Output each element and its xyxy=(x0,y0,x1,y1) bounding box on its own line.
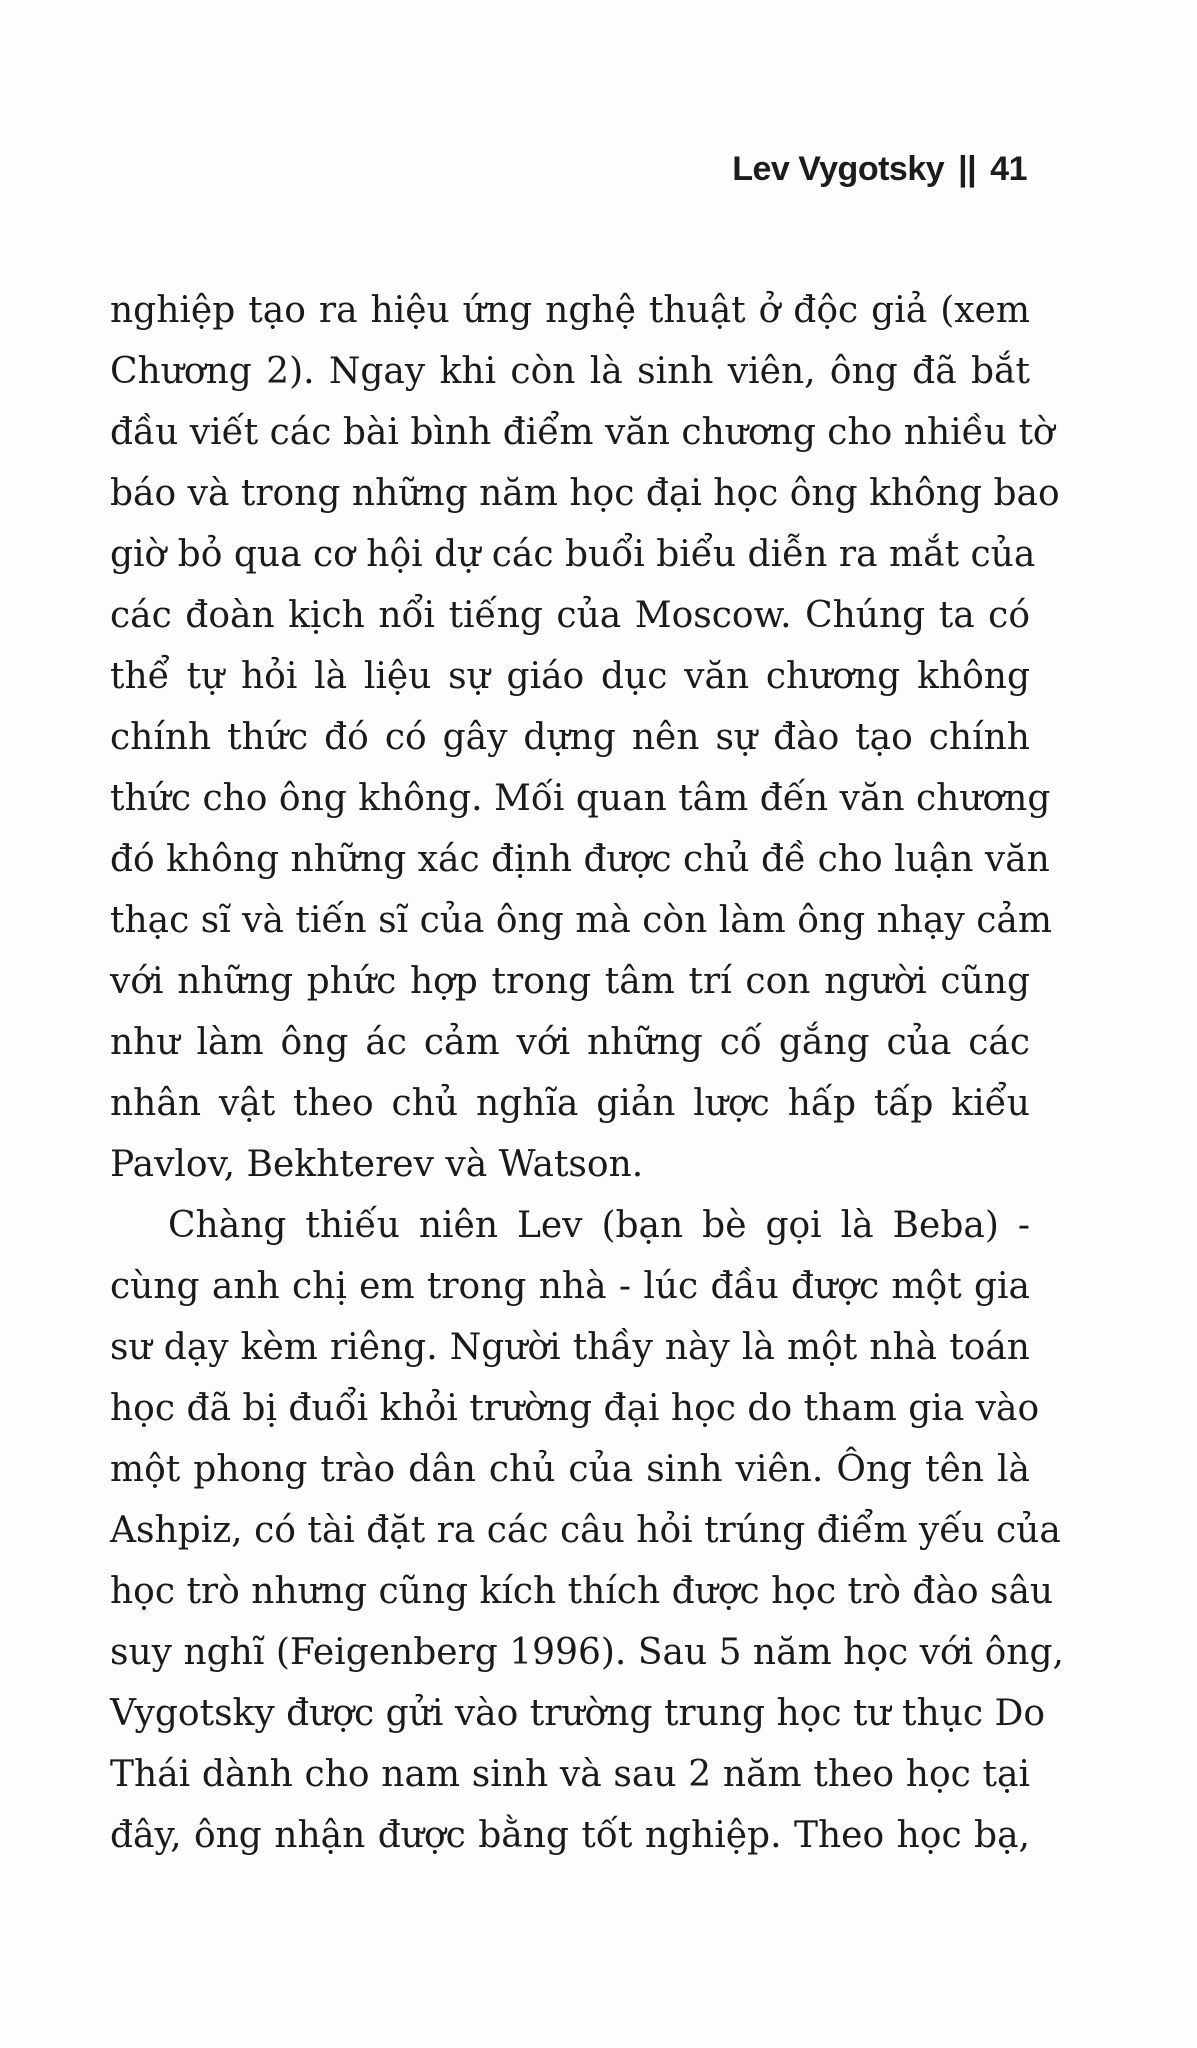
text-line: nhân vật theo chủ nghĩa giản lược hấp tấp kiểu xyxy=(110,1083,1030,1124)
text-line: sư dạy kèm riêng. Người thầy này là một nhà toán xyxy=(110,1327,1030,1368)
text-line: giờ bỏ qua cơ hội dự các buổi biểu diễn ra mắt của xyxy=(110,534,1036,575)
text-line: chính thức đó có gây dựng nên sự đào tạo chính xyxy=(110,717,1030,758)
body-text xyxy=(110,280,1064,1866)
running-header xyxy=(732,150,1027,189)
text-line: đầu viết các bài bình điểm văn chương cho nhiều tờ xyxy=(110,412,1055,453)
text-line: Pavlov, Bekhterev và Watson. xyxy=(110,1144,644,1185)
text-line: Ashpiz, có tài đặt ra các câu hỏi trúng điểm yếu của xyxy=(110,1510,1061,1551)
paragraph-1 xyxy=(110,280,1060,1195)
text-line: thạc sĩ và tiến sĩ của ông mà còn làm ông nhạy cảm xyxy=(110,900,1052,941)
text-line: Chàng thiếu niên Lev (bạn bè gọi là Beba) - xyxy=(168,1205,1030,1246)
text-line: Chương 2). Ngay khi còn là sinh viên, ông đã bắt xyxy=(110,351,1030,392)
text-line: thể tự hỏi là liệu sự giáo dục văn chương không xyxy=(110,656,1030,697)
text-line: Vygotsky được gửi vào trường trung học tư thục Do xyxy=(110,1693,1046,1734)
text-line: đó không những xác định được chủ đề cho luận văn xyxy=(110,839,1050,880)
running-title: Lev Vygotsky xyxy=(732,150,945,188)
paragraph-2 xyxy=(110,1195,1064,1866)
text-line: cùng anh chị em trong nhà - lúc đầu được một gia xyxy=(110,1266,1030,1307)
text-line: các đoàn kịch nổi tiếng của Moscow. Chúng ta có xyxy=(110,595,1030,636)
text-line: học đã bị đuổi khỏi trường đại học do tham gia vào xyxy=(110,1388,1040,1429)
page-number: 41 xyxy=(990,150,1027,188)
text-line: một phong trào dân chủ của sinh viên. Ông tên là xyxy=(110,1449,1030,1490)
text-line: đây, ông nhận được bằng tốt nghiệp. Theo học bạ, xyxy=(110,1815,1030,1856)
text-line: như làm ông ác cảm với những cố gắng của các xyxy=(110,1022,1030,1063)
text-line: nghiệp tạo ra hiệu ứng nghệ thuật ở độc giả (xem xyxy=(110,290,1030,331)
text-line: suy nghĩ (Feigenberg 1996). Sau 5 năm học với ông, xyxy=(110,1632,1064,1673)
text-line: Thái dành cho nam sinh và sau 2 năm theo học tại xyxy=(110,1754,1030,1795)
header-separator: || xyxy=(958,150,977,188)
text-line: với những phức hợp trong tâm trí con người cũng xyxy=(110,961,1030,1002)
text-line: thức cho ông không. Mối quan tâm đến văn chương xyxy=(110,778,1051,819)
text-line: học trò nhưng cũng kích thích được học trò đào sâu xyxy=(110,1571,1054,1612)
text-line: báo và trong những năm học đại học ông không bao xyxy=(110,473,1060,514)
